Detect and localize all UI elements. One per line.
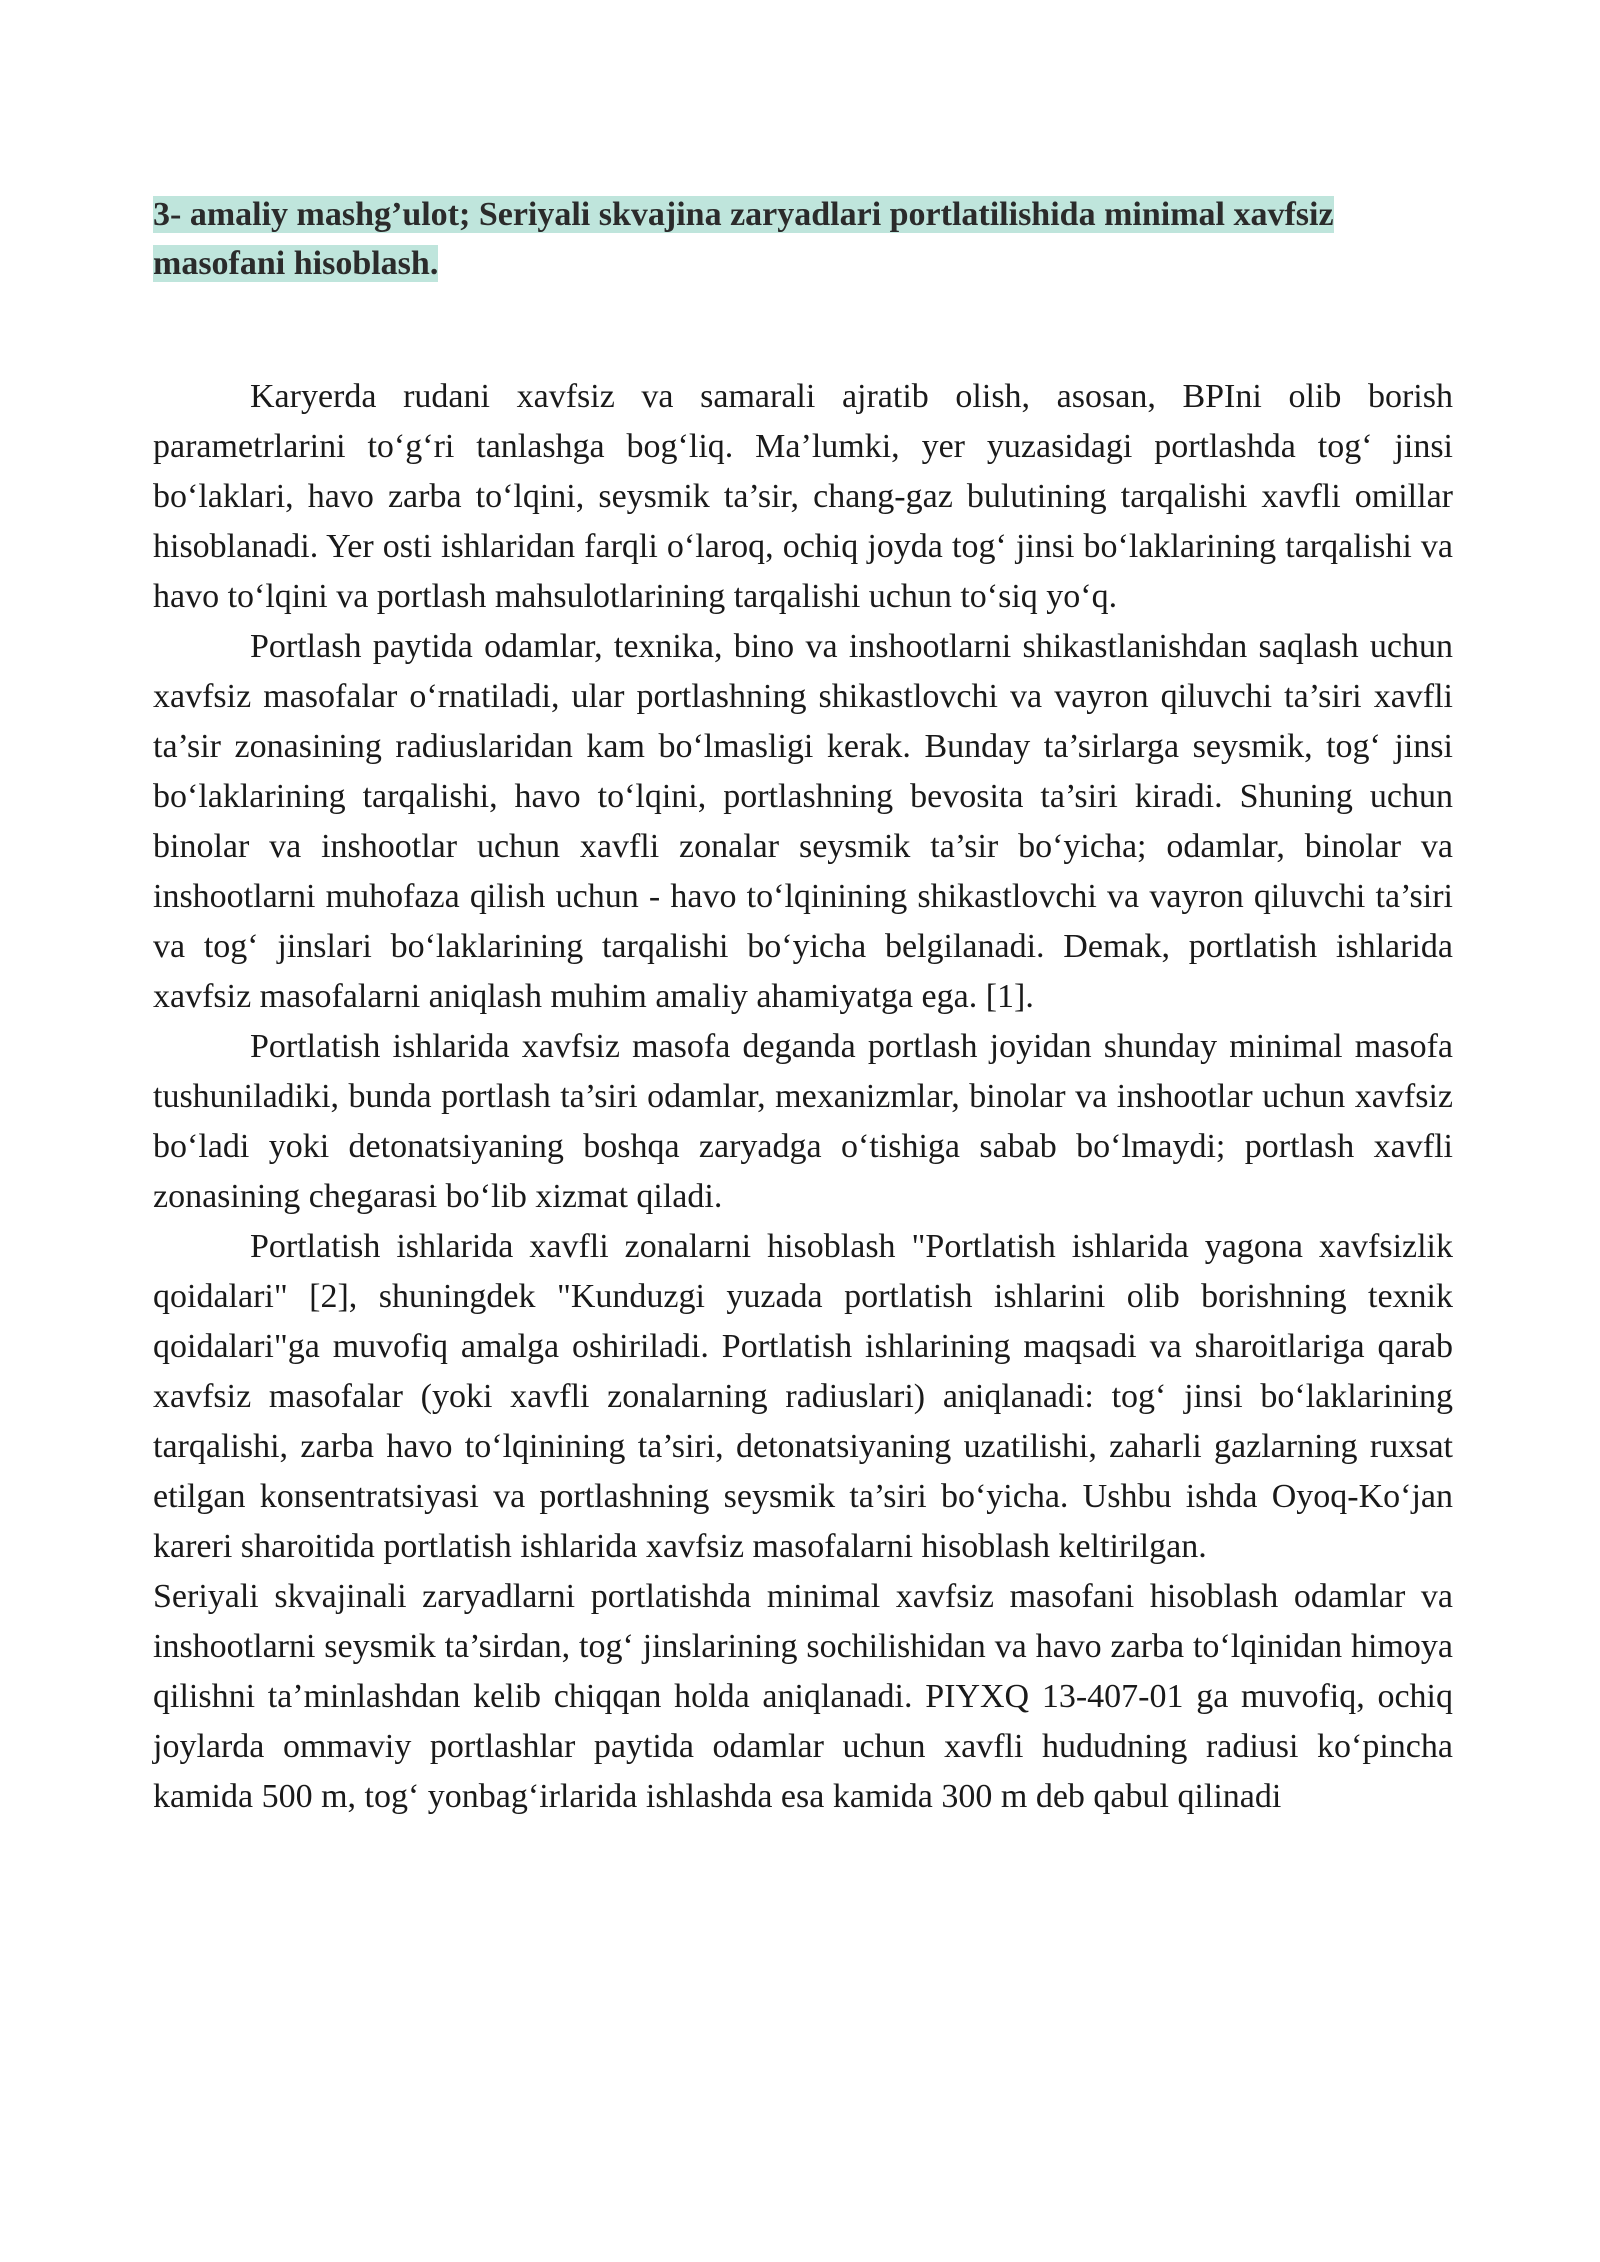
paragraph-2: Portlash paytida odamlar, texnika, bino va inshootlarni shikastlanishdan saqlash uchun xavfsiz masofalar o‘rnatiladi, ular portlashning shikastlovchi va vayron qiluvchi ta’siri xavfli ta’sir zonasining radiuslaridan kam bo‘lmasligi kerak. Bunday ta’sirlarga seysmik, tog‘ jinsi bo‘laklarining tarqalishi, havo to‘lqini, portlashning bevosita ta’siri kiradi. Shuning uchun binolar va inshootlar uchun xavfli zonalar seysmik ta’sir bo‘yicha; odamlar, binolar va inshootlarni muhofaza qilish uchun - havo to‘lqinining shikastlovchi va vayron qiluvchi ta’siri va tog‘ jinslari bo‘laklarining tarqalishi bo‘yicha belgilanadi. Demak, portlatish ishlarida xavfsiz masofalarni aniqlash muhim amaliy ahamiyatga ega. [1].: [153, 628, 1453, 1015]
document-content: [153, 190, 1453, 1822]
paragraph-4: Portlatish ishlarida xavfli zonalarni hisoblash "Portlatish ishlarida yagona xavfsizlik qoidalari" [2], shuningdek "Kunduzgi yuzada portlatish ishlarini olib borishning texnik qoidalari"ga muvofiq amalga oshiriladi. Portlatish ishlarining maqsadi va sharoitlariga qarab xavfsiz masofalar (yoki xavfli zonalarning radiuslari) aniqlanadi: tog‘ jinsi bo‘laklarining tarqalishi, zarba havo to‘lqinining ta’siri, detonatsiyaning uzatilishi, zaharli gazlarning ruxsat etilgan konsentratsiyasi va portlashning seysmik ta’siri bo‘yicha. Ushbu ishda Oyoq-Ko‘jan kareri sharoitida portlatish ishlarida xavfsiz masofalarni hisoblash keltirilgan.: [153, 1228, 1453, 1565]
document-body: [153, 372, 1453, 1822]
title-highlight: 3- amaliy mashg’ulot; Seriyali skvajina zaryadlari portlatilishida minimal xavfsiz masofani hisoblash.: [153, 196, 1334, 282]
paragraph-1: Karyerda rudani xavfsiz va samarali ajratib olish, asosan, BPIni olib borish parametrlarini to‘g‘ri tanlashga bog‘liq. Ma’lumki, yer yuzasidagi portlashda tog‘ jinsi bo‘laklari, havo zarba to‘lqini, seysmik ta’sir, chang-gaz bulutining tarqalishi xavfli omillar hisoblanadi. Yer osti ishlaridan farqli o‘laroq, ochiq joyda tog‘ jinsi bo‘laklarining tarqalishi va havo to‘lqini va portlash mahsulotlarining tarqalishi uchun to‘siq yo‘q.: [153, 378, 1453, 615]
paragraph-3: Portlatish ishlarida xavfsiz masofa deganda portlash joyidan shunday minimal masofa tushuniladiki, bunda portlash ta’siri odamlar, mexanizmlar, binolar va inshootlar uchun xavfsiz bo‘ladi yoki detonatsiyaning boshqa zaryadga o‘tishiga sabab bo‘lmaydi; portlash xavfli zonasining chegarasi bo‘lib xizmat qiladi.: [153, 1028, 1453, 1215]
paragraph-5: Seriyali skvajinali zaryadlarni portlatishda minimal xavfsiz masofani hisoblash odamlar va inshootlarni seysmik ta’sirdan, tog‘ jinslarining sochilishidan va havo zarba to‘lqinidan himoya qilishni ta’minlashdan kelib chiqqan holda aniqlanadi. PIYXQ 13-407-01 ga muvofiq, ochiq joylarda ommaviy portlashlar paytida odamlar uchun xavfli hududning radiusi ko‘pincha kamida 500 m, tog‘ yonbag‘irlarida ishlashda esa kamida 300 m deb qabul qilinadi: [153, 1578, 1453, 1815]
document-title: [153, 190, 1353, 288]
